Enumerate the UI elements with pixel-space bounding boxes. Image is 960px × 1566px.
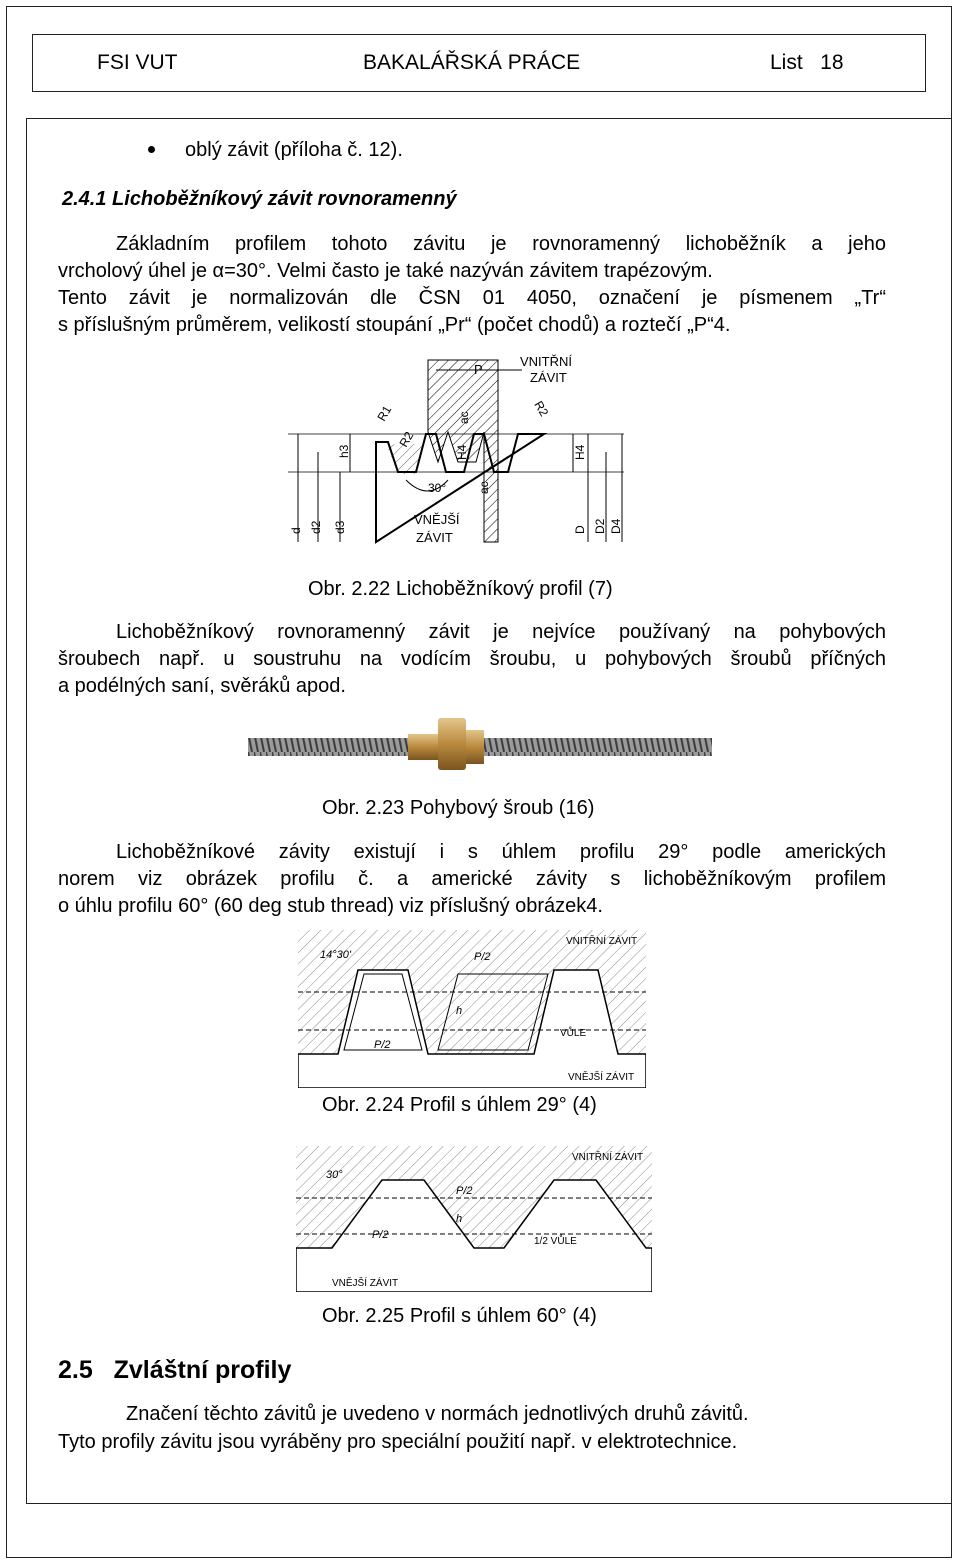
para-line: o úhlu profilu 60° (60 deg stub thread) viz příslušný obrázek4. xyxy=(58,895,603,917)
label-d2: d2 xyxy=(309,520,323,534)
figure-caption: Obr. 2.25 Profil s úhlem 60° (4) xyxy=(322,1305,597,1327)
para-line: Lichoběžníkový rovnoramenný závit je nejvíce používaný na pohybových xyxy=(116,621,886,643)
figure-caption: Obr. 2.24 Profil s úhlem 29° (4) xyxy=(322,1094,597,1116)
label-vule: VŮLE xyxy=(560,1028,587,1039)
label-vnejsi: VNĚJŠÍ ZÁVIT xyxy=(568,1072,635,1083)
label-vnejsi: VNĚJŠÍ xyxy=(414,512,460,527)
label-vnitrni: VNITŘNÍ ZÁVIT xyxy=(572,1152,644,1163)
figure-caption: Obr. 2.22 Lichoběžníkový profil (7) xyxy=(308,578,613,600)
label-d: d xyxy=(289,527,303,534)
label-r1: R1 xyxy=(374,403,395,424)
label-angle: 30° xyxy=(428,481,447,495)
para-line: Tento závit je normalizován dle ČSN 01 4050, označení je písmenem „Tr“ xyxy=(58,287,886,309)
profile-29-figure xyxy=(298,930,646,1088)
label-D4: D4 xyxy=(609,518,623,534)
section-heading-2-4-1: 2.4.1 Lichoběžníkový závit rovnoramenný xyxy=(62,188,457,210)
label-vnitrni: VNITŘNÍ xyxy=(520,354,572,369)
label-vnejsi: VNĚJŠÍ ZÁVIT xyxy=(332,1278,399,1289)
profile-60-figure xyxy=(296,1146,652,1292)
label-p2: P/2 xyxy=(474,951,491,963)
label-ac2: ac xyxy=(477,481,491,494)
label-vnitrni: VNITŘNÍ ZÁVIT xyxy=(566,936,638,947)
para-line: Tyto profily závitu jsou vyráběny pro speciální použití např. v elektrotechnice. xyxy=(58,1431,738,1453)
label-r2: R2 xyxy=(396,429,417,450)
label-d3: d3 xyxy=(333,520,347,534)
label-p2: P/2 xyxy=(456,1185,473,1197)
para-line: s příslušným průměrem, velikostí stoupání „Pr“ (počet chodů) a roztečí „P“4. xyxy=(58,314,731,336)
label-h4b: H4 xyxy=(573,444,587,460)
label-angle: 30° xyxy=(326,1169,343,1181)
label-angle: 14°30' xyxy=(320,949,351,961)
para-line: vrcholový úhel je α=30°. Velmi často je také nazýván závitem trapézovým. xyxy=(58,260,713,282)
bullet-icon xyxy=(148,146,155,153)
label-p: P xyxy=(474,362,483,377)
trapezoid-profile-figure xyxy=(288,352,624,548)
label-h: h xyxy=(456,1005,463,1017)
label-zavit: ZÁVIT xyxy=(530,370,567,385)
label-h4: H4 xyxy=(455,444,469,460)
label-D2: D2 xyxy=(593,518,607,534)
para-line: Značení těchto závitů je uvedeno v normách jednotlivých druhů závitů. xyxy=(126,1403,749,1425)
page-header xyxy=(32,34,926,92)
para-line: a podélných saní, svěráků apod. xyxy=(58,675,346,697)
label-p2b: P/2 xyxy=(374,1039,391,1051)
label-vule: 1/2 VŮLE xyxy=(534,1236,577,1247)
label-ac: ac xyxy=(457,411,471,424)
para-line: norem viz obrázek profilu č. a americké závity s lichoběžníkovým profilem xyxy=(58,868,886,890)
label-D: D xyxy=(573,525,587,534)
para-line: Základním profilem tohoto závitu je rovnoramenný lichoběžník a jeho xyxy=(116,233,886,255)
label-h: h xyxy=(456,1213,463,1225)
lead-screw-image xyxy=(248,712,712,774)
para-line: Lichoběžníkové závity existují i s úhlem profilu 29° podle amerických xyxy=(116,841,886,863)
section-heading-2-5: 2.5 Zvláštní profily xyxy=(58,1356,292,1384)
figure-caption: Obr. 2.23 Pohybový šroub (16) xyxy=(322,797,595,819)
bullet-text: oblý závit (příloha č. 12). xyxy=(185,139,403,161)
header-school: FSI VUT xyxy=(97,51,178,74)
header-title: BAKALÁŘSKÁ PRÁCE xyxy=(363,51,581,74)
label-p2b: P/2 xyxy=(372,1229,389,1241)
header-page: List 18 xyxy=(770,51,844,74)
label-zavit2: ZÁVIT xyxy=(416,530,453,545)
para-line: šroubech např. u soustruhu na vodícím šroubu, u pohybových šroubů příčných xyxy=(58,648,886,670)
label-r2b: R2 xyxy=(531,398,552,419)
label-h3: h3 xyxy=(337,444,351,458)
